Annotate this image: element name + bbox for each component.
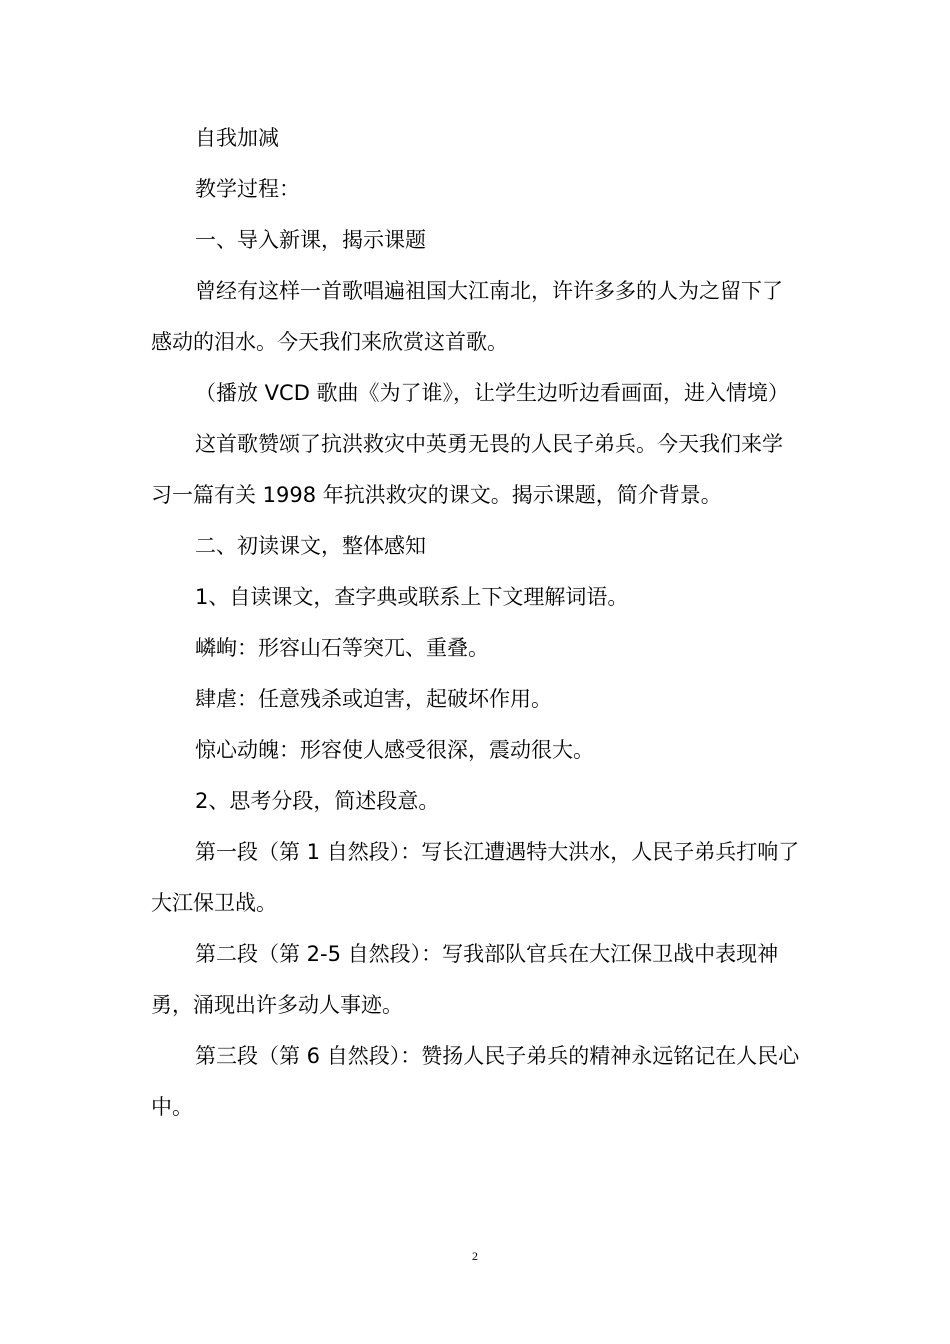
vocabulary-item: 惊心动魄：形容使人感受很深，震动很大。	[195, 738, 594, 762]
section-heading: 一、导入新课，揭示课题	[195, 228, 426, 252]
vocabulary-item: 肆虐：任意残杀或迫害，起破坏作用。	[195, 687, 552, 711]
section-summary: 第一段（第 1 自然段）：写长江遭遇特大洪水，人民子弟兵打响了大江保卫战。	[151, 840, 800, 915]
paragraph: 1、自读课文，查字典或联系上下文理解词语。	[195, 585, 629, 609]
document-body	[151, 113, 803, 1133]
paragraph: （播放 VCD 歌曲《为了谁》，让学生边听边看画面，进入情境）	[195, 381, 790, 405]
vocabulary-item: 嶙峋：形容山石等突兀、重叠。	[195, 636, 489, 660]
section-summary: 第三段（第 6 自然段）：赞扬人民子弟兵的精神永远铭记在人民心中。	[151, 1044, 800, 1119]
paragraph: 这首歌赞颂了抗洪救灾中英勇无畏的人民子弟兵。今天我们来学习一篇有关 1998 年抗洪救灾的课文。揭示课题，简介背景。	[151, 432, 783, 507]
page-number: 2	[472, 1249, 478, 1263]
paragraph: 教学过程：	[195, 177, 300, 201]
paragraph: 曾经有这样一首歌唱遍祖国大江南北，许许多多的人为之留下了感动的泪水。今天我们来欣赏这首歌。	[151, 279, 783, 354]
paragraph: 自我加减	[195, 126, 279, 150]
paragraph: 2、思考分段，简述段意。	[195, 789, 440, 813]
section-heading: 二、初读课文，整体感知	[195, 534, 426, 558]
section-summary: 第二段（第 2-5 自然段）：写我部队官兵在大江保卫战中表现神勇，涌现出许多动人事迹。	[151, 942, 779, 1017]
